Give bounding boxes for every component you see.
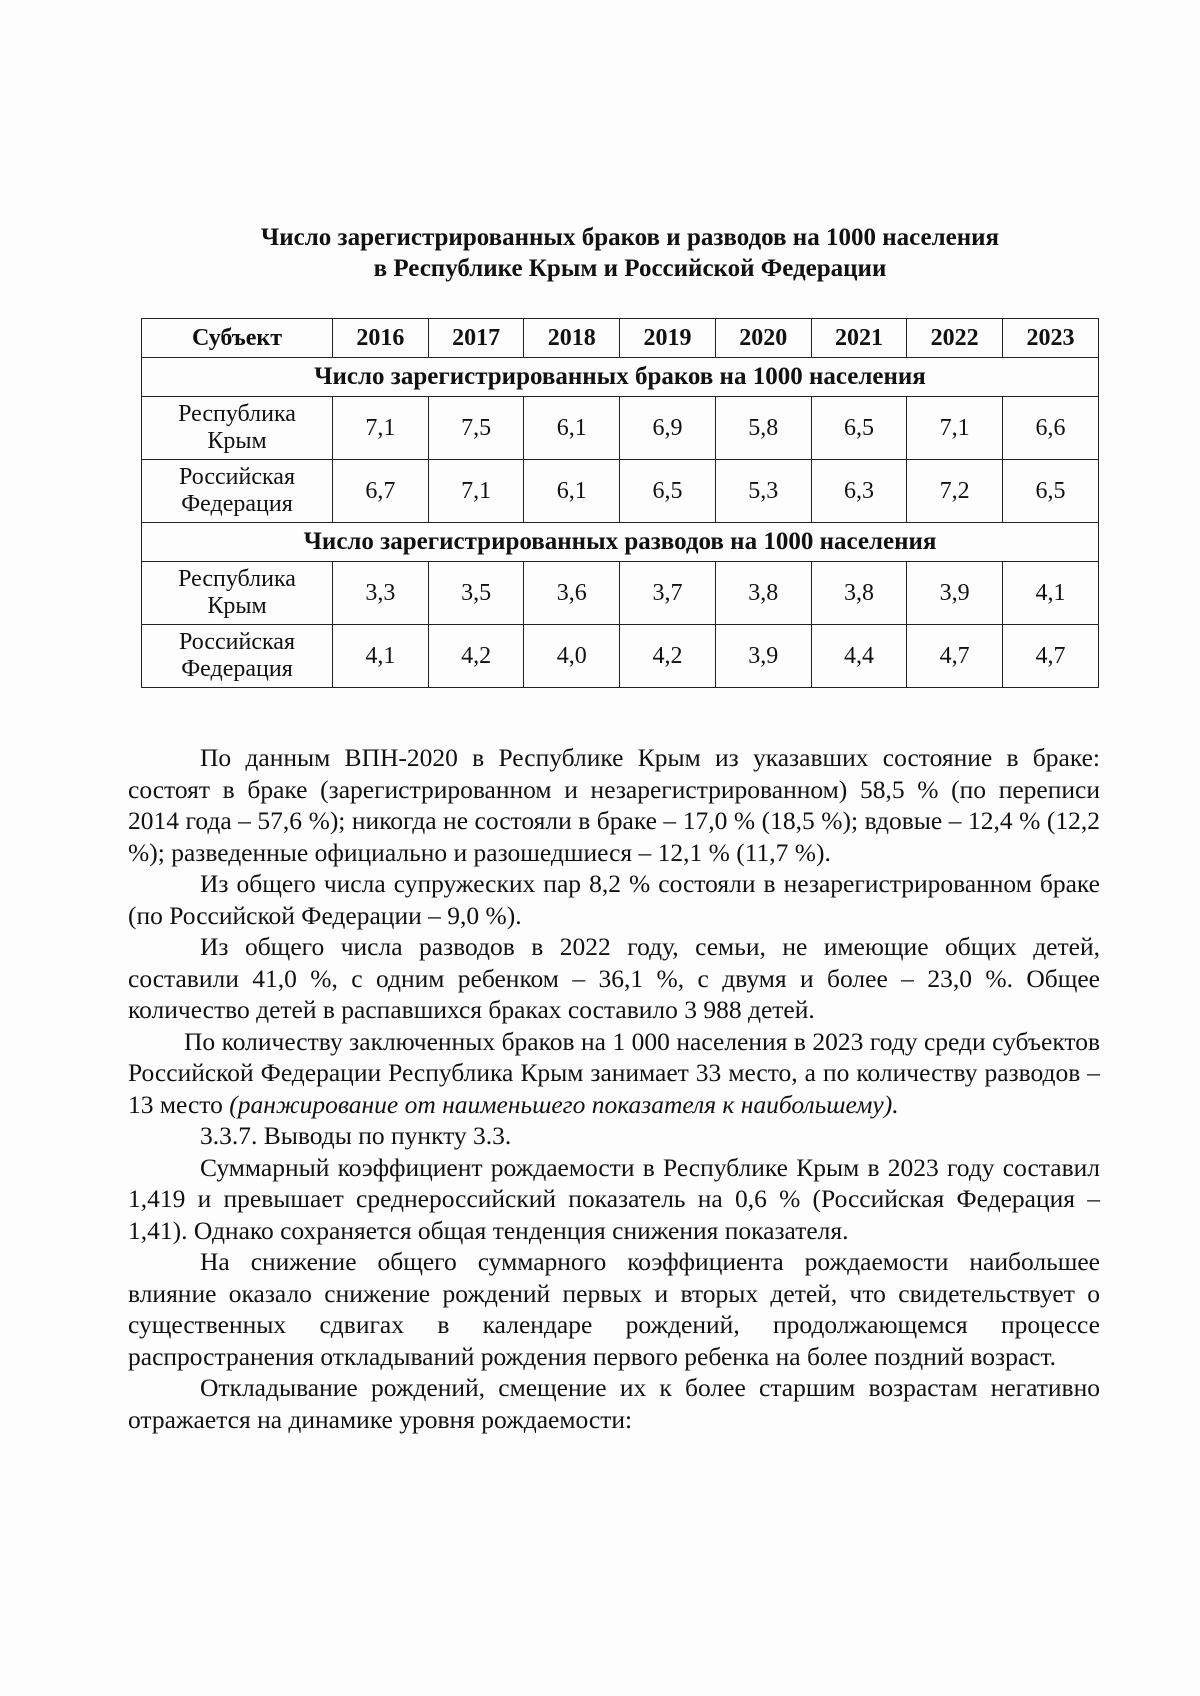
value-cell: 6,3 [811,460,907,523]
value-cell: 3,9 [907,562,1003,625]
table-title-line2: в Республике Крым и Российской Федерации [373,255,887,282]
subject-line: Российская [179,629,295,655]
value-cell: 5,8 [715,397,811,460]
header-year: 2018 [524,319,620,358]
section-row-marriages [142,358,1099,397]
table-row [142,625,1099,688]
subject-cell [142,625,333,688]
paragraph-text: По количеству заключенных браков на 1 000 населения в 2023 году среди субъектов Российской Федерации Республика Крым занимает 33 место, а по количеству разводов – 13 место [128,1026,1100,1119]
value-cell: 6,9 [620,397,716,460]
table-title [130,222,1130,284]
value-cell: 3,8 [811,562,907,625]
section-row-divorces [142,523,1099,562]
value-cell: 4,1 [1003,562,1099,625]
body-text [128,742,1100,1435]
value-cell: 6,5 [1003,460,1099,523]
paragraph: По данным ВПН-2020 в Республике Крым из указавших состояние в браке: состоят в браке (зарегистрированном и незарегистрированном) 58,5 % (по переписи 2014 года – 57,6 %); никогда не состояли в браке – 17,0 % (18,5 %); вдовые – 12,4 % (12,2 %); разведенные официально и разошедшиеся – 12,1 % (11,7 %). [128,743,1100,867]
table-row [142,460,1099,523]
value-cell: 7,1 [428,460,524,523]
value-cell: 4,2 [428,625,524,688]
value-cell: 3,9 [715,625,811,688]
value-cell: 6,1 [524,460,620,523]
subject-cell [142,397,333,460]
paragraph: Откладывание рождений, смещение их к более старшим возрастам негативно отражается на динамике уровня рождаемости: [128,1373,1100,1434]
value-cell: 6,6 [1003,397,1099,460]
table-row [142,397,1099,460]
value-cell: 4,0 [524,625,620,688]
paragraph: Суммарный коэффициент рождаемости в Республике Крым в 2023 году составил 1,419 и превышает среднероссийский показатель на 0,6 % (Российская Федерация – 1,41). Однако сохраняется общая тенденция снижения показателя. [128,1152,1100,1245]
table-row [142,562,1099,625]
value-cell: 3,6 [524,562,620,625]
header-year: 2017 [428,319,524,358]
header-year: 2023 [1003,319,1099,358]
subject-line: Крым [207,428,267,454]
subject-line: Российская [179,464,295,490]
value-cell: 3,3 [333,562,429,625]
paragraph: Из общего числа разводов в 2022 году, семьи, не имеющие общих детей, составили 41,0 %, с одним ребенком – 36,1 %, с двумя и более – 23,0 %. Общее количество детей в распавшихся браках составило 3 988 детей. [128,932,1100,1024]
header-year: 2019 [620,319,716,358]
subject-line: Республика [178,566,296,592]
header-subject: Субъект [142,319,333,358]
section-heading: 3.3.7. Выводы по пункту 3.3. [200,1121,512,1150]
value-cell: 7,1 [333,397,429,460]
value-cell: 6,7 [333,460,429,523]
subject-cell [142,460,333,523]
value-cell: 4,2 [620,625,716,688]
paragraph: На снижение общего суммарного коэффициента рождаемости наибольшее влияние оказало снижение рождений первых и вторых детей, что свидетельствует о существенных сдвигах в календаре рождений, продолжающемся процессе распространения откладываний рождения первого ребенка на более поздний возраст. [128,1247,1100,1371]
header-year: 2021 [811,319,907,358]
section-divorces: Число зарегистрированных разводов на 1000 населения [142,523,1099,562]
value-cell: 4,4 [811,625,907,688]
subject-line: Крым [207,593,267,619]
paragraph [128,1026,1100,1121]
value-cell: 6,5 [620,460,716,523]
header-year: 2020 [715,319,811,358]
subject-cell [142,562,333,625]
header-year: 2022 [907,319,1003,358]
paragraph: Из общего числа супружеских пар 8,2 % состояли в незарегистрированном браке (по Российской Федерации – 9,0 %). [128,869,1100,930]
subject-line: Федерация [181,491,293,517]
value-cell: 5,3 [715,460,811,523]
paragraph-italic-note: (ранжирование от наименьшего показателя к наибольшему). [229,1089,899,1119]
value-cell: 6,1 [524,397,620,460]
subject-line: Республика [178,401,296,427]
header-year: 2016 [333,319,429,358]
value-cell: 7,5 [428,397,524,460]
value-cell: 7,2 [907,460,1003,523]
value-cell: 6,5 [811,397,907,460]
table-title-line1: Число зарегистрированных браков и разводов на 1000 населения [260,224,1000,251]
value-cell: 3,5 [428,562,524,625]
value-cell: 4,7 [1003,625,1099,688]
table-header-row [142,319,1099,358]
section-marriages: Число зарегистрированных браков на 1000 населения [142,358,1099,397]
marriage-divorce-table [141,318,1099,688]
value-cell: 3,8 [715,562,811,625]
value-cell: 3,7 [620,562,716,625]
subject-line: Федерация [181,656,293,682]
value-cell: 7,1 [907,397,1003,460]
value-cell: 4,1 [333,625,429,688]
value-cell: 4,7 [907,625,1003,688]
